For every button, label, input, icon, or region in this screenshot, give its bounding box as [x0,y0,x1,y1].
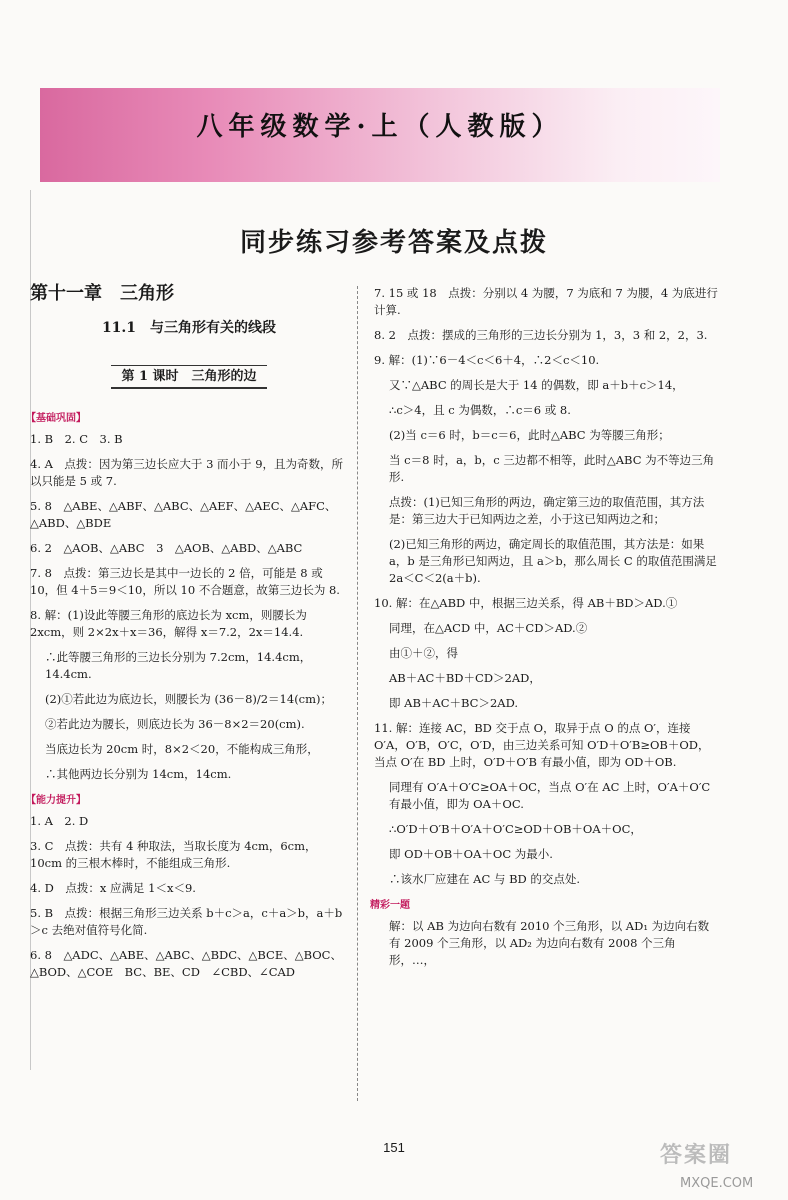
answer-item: 10. 解：在△ABD 中，根据三边关系，得 AB＋BD＞AD.① [374,596,678,610]
page-title: 同步练习参考答案及点拨 [239,228,548,258]
watermark-logo: 答案圈 [660,1143,733,1168]
answer-item: 9. 解：(1)∵6－4＜c＜6＋4，∴2＜c＜10. [374,353,600,367]
answer-item: 5. B 点拨：根据三角形三边关系 b＋c＞a，c＋a＞b，a＋b＞c 去绝对值符号化简. [30,906,343,937]
answer-item: 4. D 点拨：x 应满足 1＜x＜9. [30,881,196,895]
answer-line: 同理有 O′A＋O′C≥OA＋OC，当点 O′在 AC 上时，O′A＋O′C 有最小值，即为 OA＋OC. [389,780,711,811]
answer-line: ∴此等腰三角形的三边长分别为 7.2cm，14.4cm，14.4cm. [45,650,312,681]
answer-item: 8. 2 点拨：摆成的三角形的三边长分别为 1，3，3 和 2，2，3. [374,328,708,342]
answer-item: 3. C 点拨：共有 4 种取法，当取长度为 4cm，6cm，10cm 的三根木棒时，不能组成三角形. [30,839,317,870]
answer-item: 6. 8 △ADC、△ABE、△ABC、△BDC、△BCE、△BOC、△BOD、△COE BC、BE、CD ∠CBD、∠CAD [30,948,342,979]
left-column [26,283,348,989]
right-column [370,285,720,977]
answer-item: 7. 15 或 18 点拨：分别以 4 为腰，7 为底和 7 为腰，4 为底进行计算. [374,286,718,317]
answer-item: 4. A 点拨：因为第三边长应大于 3 而小于 9，且为奇数，所以只能是 5 或 7. [30,457,344,488]
answer-item: 6. 2 △AOB、△ABC 3 △AOB、△ABD、△ABC [30,541,303,555]
answer-line: ∴c＞4，且 c 为偶数，∴c＝6 或 8. [389,403,571,417]
answer-item: 1. B 2. C 3. B [30,432,123,446]
answer-line: 即 AB＋AC＋BC＞2AD. [389,696,519,710]
answer-line: (2)①若此边为底边长，则腰长为 (36－8)/2＝14(cm)； [45,692,333,706]
column-divider [357,286,358,1101]
section-heading: 11.1 与三角形有关的线段 [101,320,277,336]
banner-title: 八年级数学·上（人教版） [196,112,564,142]
answer-line: AB＋AC＋BD＋CD＞2AD， [389,671,541,685]
watermark-url: MXQE.COM [680,1176,754,1191]
answer-line: 即 OD＋OB＋OA＋OC 为最小. [389,847,553,861]
answer-line: ∴该水厂应建在 AC 与 BD 的交点处. [389,872,581,886]
answer-item: 7. 8 点拨：第三边长是其中一边长的 2 倍，可能是 8 或 10，但 4＋5＝9＜10，所以 10 不合题意，故第三边长为 8. [30,566,340,597]
hint-line: (2)已知三角形的两边，确定周长的取值范围，其方法是：如果 a，b 是三角形已知两边，且 a＞b，那么周长 C 的取值范围满足 2a＜C＜2(a＋b). [389,537,717,585]
lesson-heading [30,365,348,389]
chapter-heading: 第十一章 三角形 [30,283,174,304]
tag-basic: 【基础巩固】 [26,413,86,424]
tag-advanced: 【能力提升】 [26,795,86,806]
answer-line: ∴O′D＋O′B＋O′A＋O′C≥OD＋OB＋OA＋OC， [389,822,642,836]
answer-line: 解：以 AB 为边向右数有 2010 个三角形，以 AD₁ 为边向右数有 2009 个三角形，以 AD₂ 为边向右数有 2008 个三角形，…， [389,919,710,967]
answer-line: 当底边长为 20cm 时，8×2＜20，不能构成三角形， [45,742,319,756]
tag-highlight: 精彩一题 [370,900,410,911]
page-number: 151 [383,1140,405,1155]
answer-item: 8. 解：(1)设此等腰三角形的底边长为 xcm，则腰长为 2xcm，则 2×2x＋x＝36，解得 x＝7.2，2x＝14.4. [30,608,307,639]
answer-item: 5. 8 △ABE、△ABF、△ABC、△AEF、△AEC、△AFC、△ABD、△BDE [30,499,337,530]
answer-line: 当 c＝8 时，a，b，c 三边都不相等，此时△ABC 为不等边三角形. [389,453,715,484]
answer-line: ②若此边为腰长，则底边长为 36－8×2＝20(cm). [45,717,305,731]
answer-item: 11. 解：连接 AC，BD 交于点 O，取异于点 O 的点 O′，连接 O′A，O′B，O′C，O′D，由三边关系可知 O′D＋O′B≥OB＋OD，当点 O′在 BD 上时，O′D＋O′B 有最小值，即为 OD＋OB. [374,721,710,769]
answer-line: 同理，在△ACD 中，AC＋CD＞AD.② [389,621,588,635]
answer-line: 由①＋②，得 [389,646,458,660]
lesson-label: 第 1 课时 三角形的边 [111,365,266,389]
answer-line: 又∵△ABC 的周长是大于 14 的偶数，即 a＋b＋c＞14， [389,378,684,392]
header-banner [40,88,720,182]
answer-line: ∴其他两边长分别为 14cm，14cm. [45,767,232,781]
answer-line: (2)当 c＝6 时，b＝c＝6，此时△ABC 为等腰三角形； [389,428,670,442]
answer-item: 1. A 2. D [30,814,89,828]
hint-line: 点拨：(1)已知三角形的两边，确定第三边的取值范围，其方法是：第三边大于已知两边之差，小于这已知两边之和； [389,495,705,526]
